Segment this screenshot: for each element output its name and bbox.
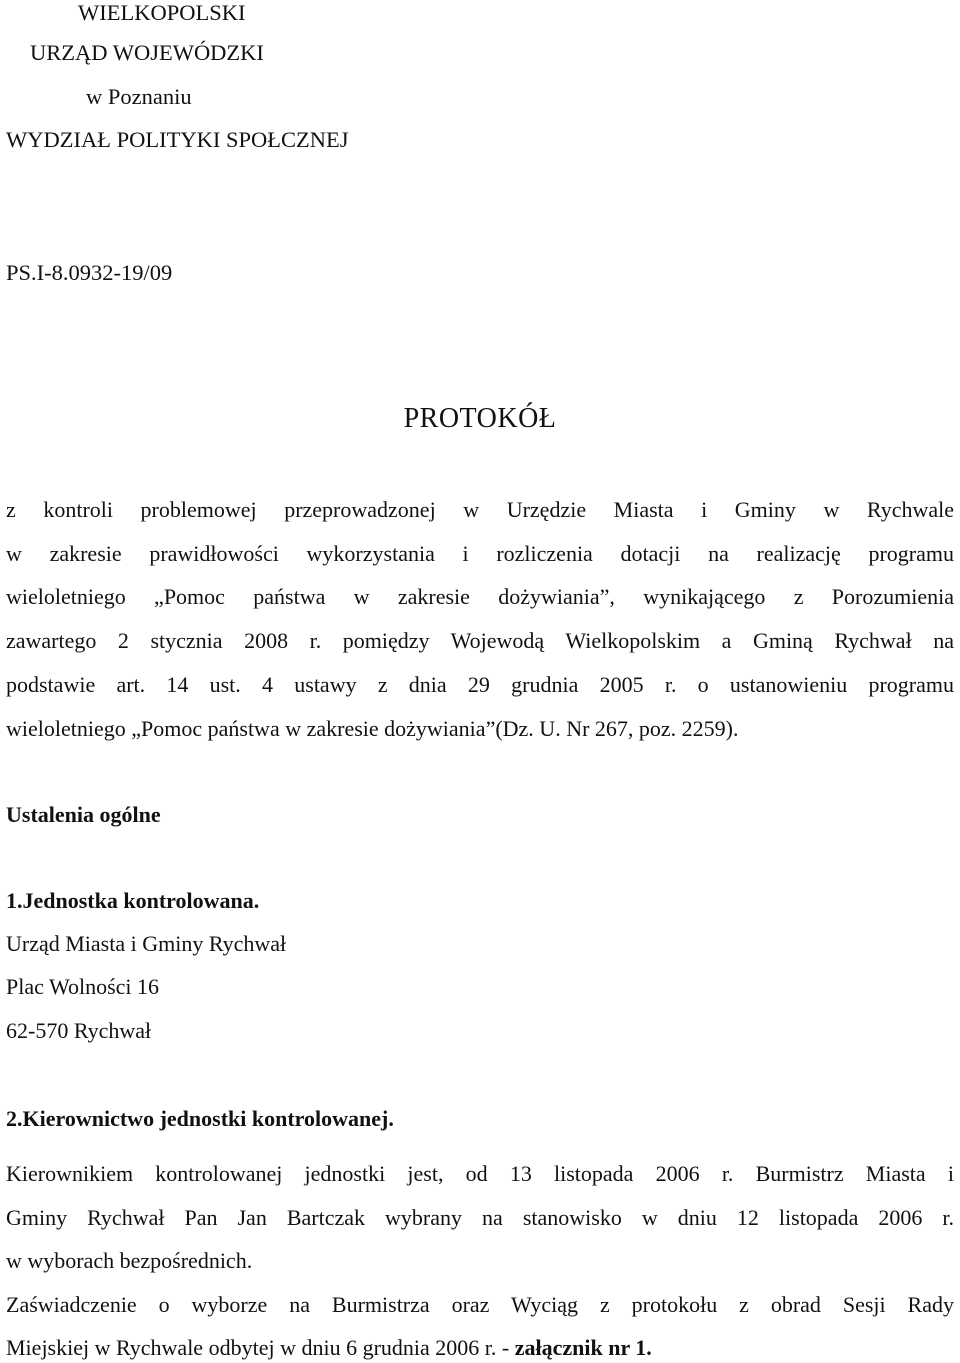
- section2-heading: 2.Kierownictwo jednostki kontrolowanej.: [6, 1106, 394, 1131]
- section2-last-line: [6, 1335, 652, 1361]
- intro-line: w zakresie prawidłowości wykorzystania i rozliczenia dotacji na realizację programu: [6, 541, 954, 566]
- page-title: PROTOKÓŁ: [403, 403, 557, 434]
- section1-heading: 1.Jednostka kontrolowana.: [6, 888, 260, 913]
- unit-name: Urząd Miasta i Gminy Rychwał: [6, 931, 287, 956]
- section2-line: Zaświadczenie o wyborze na Burmistrza oraz Wyciąg z protokołu z obrad Sesji Rady: [6, 1292, 954, 1317]
- attachment-reference: załącznik nr 1.: [514, 1335, 652, 1360]
- section2-line: w wyborach bezpośrednich.: [6, 1248, 253, 1273]
- section2-line: Kierownikiem kontrolowanej jednostki jest, od 13 listopada 2006 r. Burmistrz Miasta i: [6, 1161, 954, 1186]
- office-name-line2: URZĄD WOJEWÓDZKI: [30, 40, 264, 65]
- intro-line: podstawie art. 14 ust. 4 ustawy z dnia 29 grudnia 2005 r. o ustanowieniu programu: [6, 672, 954, 697]
- section2-line: Gminy Rychwał Pan Jan Bartczak wybrany na stanowisko w dniu 12 listopada 2006 r.: [6, 1205, 954, 1230]
- intro-line: z kontroli problemowej przeprowadzonej w Urzędzie Miasta i Gminy w Rychwale: [6, 497, 954, 522]
- reference-number: PS.I-8.0932-19/09: [6, 260, 173, 285]
- office-name-line1: WIELKOPOLSKI: [78, 0, 246, 25]
- office-city: w Poznaniu: [86, 84, 192, 109]
- unit-street: Plac Wolności 16: [6, 974, 160, 999]
- intro-line: wieloletniego „Pomoc państwa w zakresie dożywiania”, wynikającego z Porozumienia: [6, 584, 954, 609]
- section2-last-line-text: Miejskiej w Rychwale odbytej w dniu 6 grudnia 2006 r. -: [6, 1335, 515, 1360]
- intro-line: zawartego 2 stycznia 2008 r. pomiędzy Wojewodą Wielkopolskim a Gminą Rychwał na: [6, 628, 954, 653]
- intro-line-last: wieloletniego „Pomoc państwa w zakresie dożywiania”(Dz. U. Nr 267, poz. 2259).: [6, 716, 739, 741]
- section-heading-general: Ustalenia ogólne: [6, 802, 161, 827]
- department-name: WYDZIAŁ POLITYKI SPOŁCZNEJ: [6, 127, 349, 152]
- unit-postal: 62-570 Rychwał: [6, 1018, 152, 1043]
